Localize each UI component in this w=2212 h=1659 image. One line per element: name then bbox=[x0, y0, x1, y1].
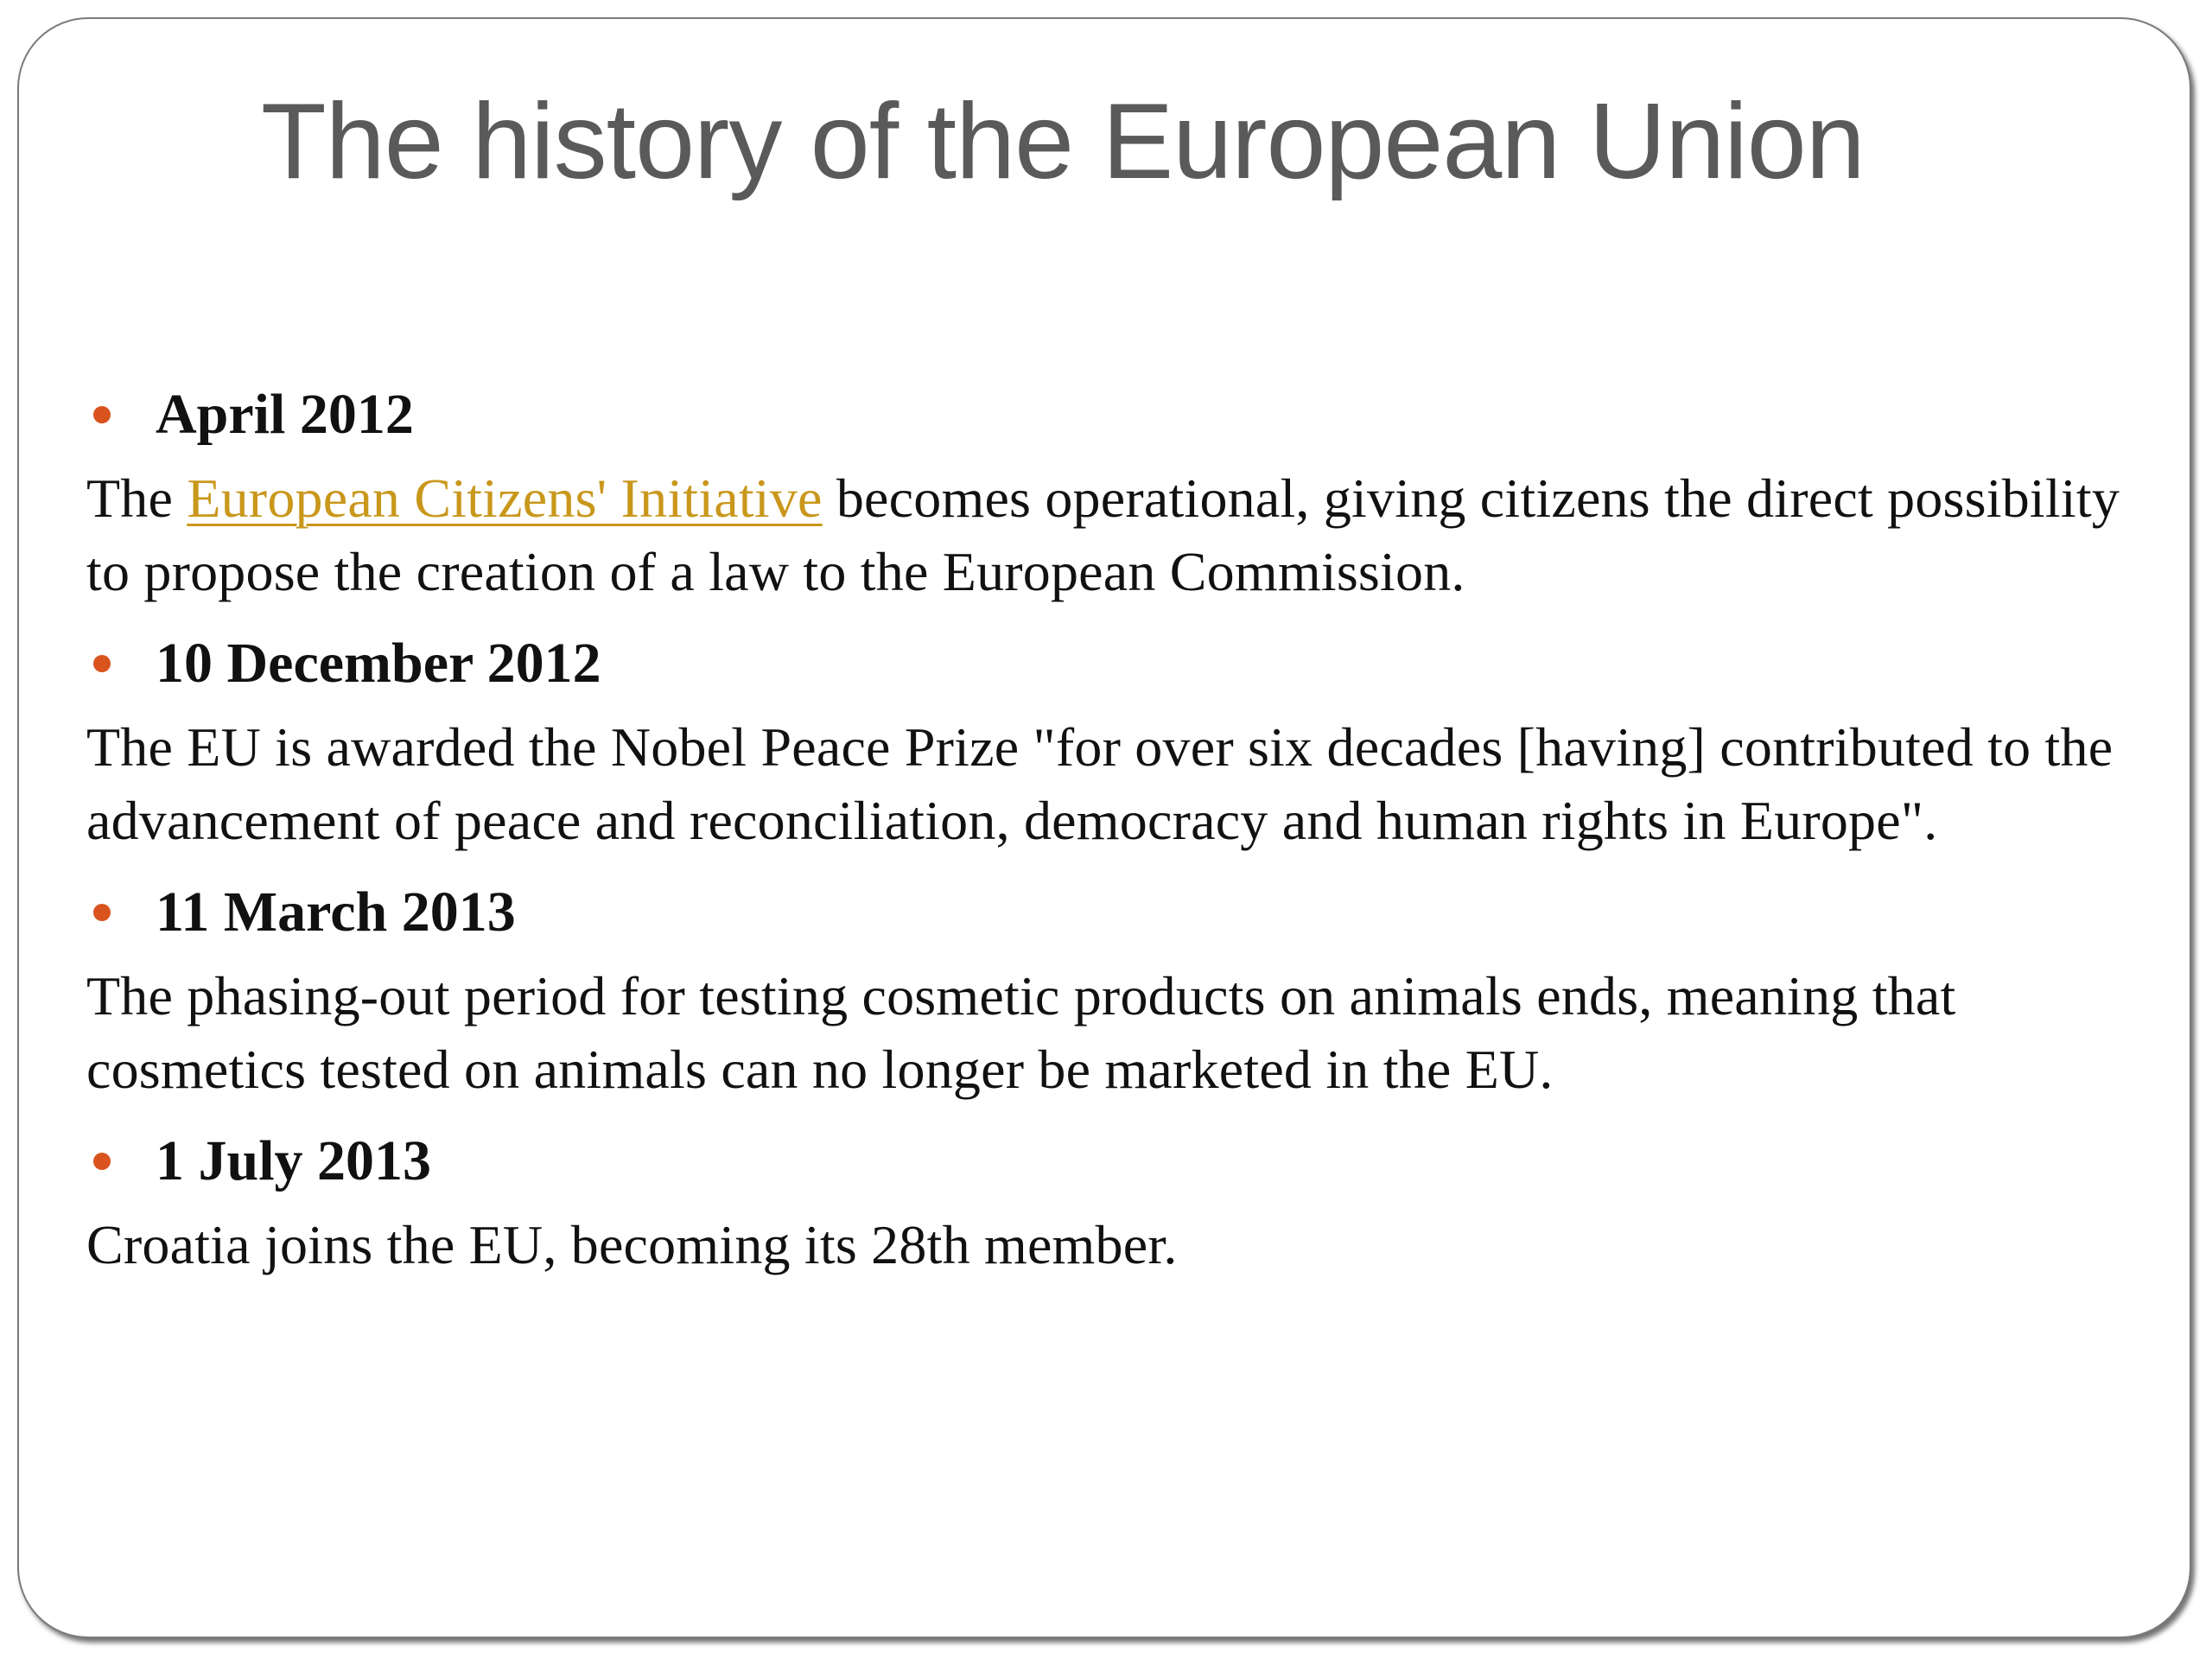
entry-description: The phasing-out period for testing cosmetic products on animals ends, meaning that cosmetics tested on animals can no longer be marketed in the EU. bbox=[86, 965, 1956, 1100]
entry-text-after: becomes operational, giving citizens the direct possibility to propose the creation of a law to the European Commission. bbox=[86, 467, 2120, 602]
timeline-entry bbox=[86, 375, 2160, 608]
slide-frame bbox=[17, 17, 2191, 1638]
entry-date: 1 July 2013 bbox=[156, 1129, 432, 1192]
entry-heading bbox=[86, 624, 2160, 703]
entry-date: 11 March 2013 bbox=[156, 880, 516, 944]
entry-description: The EU is awarded the Nobel Peace Prize "for over six decades [having] contributed to the advancement of peace and reconciliation, democracy and human rights in Europe". bbox=[86, 716, 2113, 851]
entry-description bbox=[86, 461, 2160, 608]
bullet-icon bbox=[93, 655, 111, 672]
bullet-icon bbox=[93, 1153, 111, 1170]
timeline-list bbox=[86, 375, 2160, 1297]
bullet-icon bbox=[93, 406, 111, 423]
timeline-entry bbox=[86, 873, 2160, 1106]
european-citizens-initiative-link[interactable]: European Citizens' Initiative bbox=[187, 467, 823, 529]
slide-title: The history of the European Union bbox=[261, 82, 1865, 201]
entry-heading bbox=[86, 1122, 2160, 1201]
timeline-entry bbox=[86, 1122, 2160, 1281]
entry-date: April 2012 bbox=[156, 383, 414, 446]
entry-heading bbox=[86, 375, 2160, 454]
entry-date: 10 December 2012 bbox=[156, 632, 601, 695]
entry-text-before: The bbox=[86, 467, 188, 529]
entry-description: Croatia joins the EU, becoming its 28th member. bbox=[86, 1214, 1178, 1275]
bullet-icon bbox=[93, 904, 111, 921]
timeline-entry bbox=[86, 624, 2160, 857]
entry-heading bbox=[86, 873, 2160, 952]
